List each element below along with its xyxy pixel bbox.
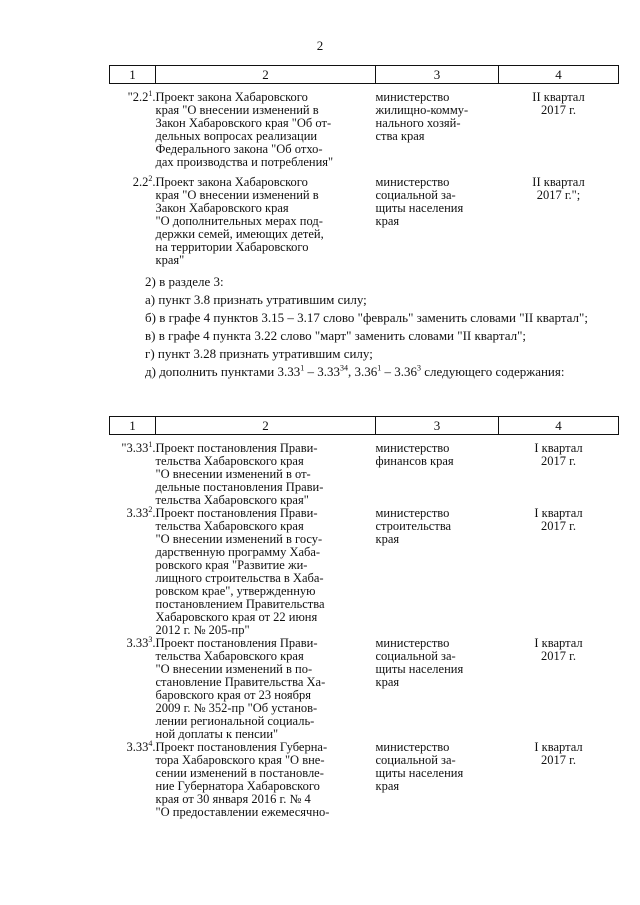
item-title: Проект постановления Губерна- тора Хабаровского края "О внe- сении изменений в постановле- ние Губернатора Хабаровского края от 30 января 2016 г. № 4 "О предоставлении ежемесячно- (155, 740, 330, 819)
paragraph: а) пункт 3.8 признать утратившим силу; (145, 292, 367, 307)
table-row (110, 507, 619, 637)
paragraph: г) пункт 3.28 признать утратившим силу; (145, 346, 373, 361)
item-deadline: I квартал 2017 г. (534, 441, 583, 468)
column-header: 1 (110, 66, 156, 84)
item-title: Проект закона Хабаровского края "О внесении изменений в Закон Хабаровского края "Об от- дельных вопросах реализации Федерального закона "Об отхо- дах производства и потребления" (155, 90, 334, 169)
paragraph: 2) в разделе 3: (145, 274, 224, 289)
item-deadline: I квартал 2017 г. (534, 636, 583, 663)
item-number: 3.33$^2$. (126, 504, 156, 520)
column-header: 1 (110, 417, 156, 435)
item-executor: министерство социальной за- щиты населения края (375, 174, 464, 228)
item-executor: министерство социальной за- щиты населения края (375, 740, 464, 793)
page-number: 2 (316, 38, 324, 53)
column-header: 2 (156, 417, 376, 435)
item-title: Проект постановления Прави- тельства Хабаровского края "О внесении изменений в госу- дарственную программу Хаба- ровского края "Развитие жи- лищного строительства в Хаба- ровском крае", утвержденную постановлением Правительства Хабаровского края от 22 июня 2012 г. № 205-пр" (155, 506, 325, 637)
item-title: Проект закона Хабаровского края "О внесении изменений в Закон Хабаровского края "О дополнительных мерах под- держки семей, имеющих детей, на территории Хабаровского края" (155, 174, 324, 267)
item-deadline: II квартал 2017 г."; (532, 174, 585, 202)
paragraph-d: д) дополнить пунктами 3.33$^1$ – 3.33$^{34}$, 3.36$^1$ – 3.36$^3$ следующего содержания: (145, 363, 565, 379)
table-row (110, 176, 619, 267)
plan-table-1 (109, 65, 619, 267)
column-header: 4 (499, 66, 619, 84)
column-header: 2 (156, 66, 376, 84)
table-row (110, 637, 619, 741)
item-deadline: I квартал 2017 г. (534, 740, 583, 767)
column-header: 3 (376, 417, 499, 435)
amendment-text (109, 273, 618, 381)
item-title: Проект постановления Прави- тельства Хабаровского края "О внесении изменений в от- дельные постановления Прави- тельства Хабаровского края" (155, 441, 324, 507)
table-row (110, 741, 619, 819)
column-header: 4 (499, 417, 619, 435)
item-executor: министерство финансов края (375, 441, 454, 468)
paragraph: б) в графе 4 пунктов 3.15 – 3.17 слово "февраль" заменить словами "II квартал"; (145, 310, 588, 325)
table-row (110, 84, 619, 176)
item-executor: министерство социальной за- щиты населения края (375, 636, 464, 689)
item-number: 3.33$^3$. (126, 634, 156, 650)
item-number: $2.2^2$. (132, 173, 156, 189)
item-executor: министерство жилищно-комму- нального хозяй- ства края (375, 90, 469, 143)
item-deadline: II квартал 2017 г. (532, 90, 585, 117)
item-number: "3.33$^1$. (121, 439, 156, 455)
plan-table-2 (109, 416, 619, 819)
table-row (110, 435, 619, 508)
item-deadline: I квартал 2017 г. (534, 506, 583, 533)
item-number: 3.33$^4$. (126, 738, 156, 754)
paragraph: в) в графе 4 пункта 3.22 слово "март" заменить словами "II квартал"; (145, 328, 526, 343)
item-number: "$2.2^1$. (127, 88, 156, 104)
item-title: Проект постановления Прави- тельства Хабаровского края "О внесении изменений в по- становление Правительства Ха- баровского края от 23 ноября 2009 г. № 352-пр "Об установ- лении региональной социаль- ной доплаты к пенсии" (155, 636, 326, 741)
column-header: 3 (376, 66, 499, 84)
item-executor: министерство строительства края (375, 506, 452, 546)
